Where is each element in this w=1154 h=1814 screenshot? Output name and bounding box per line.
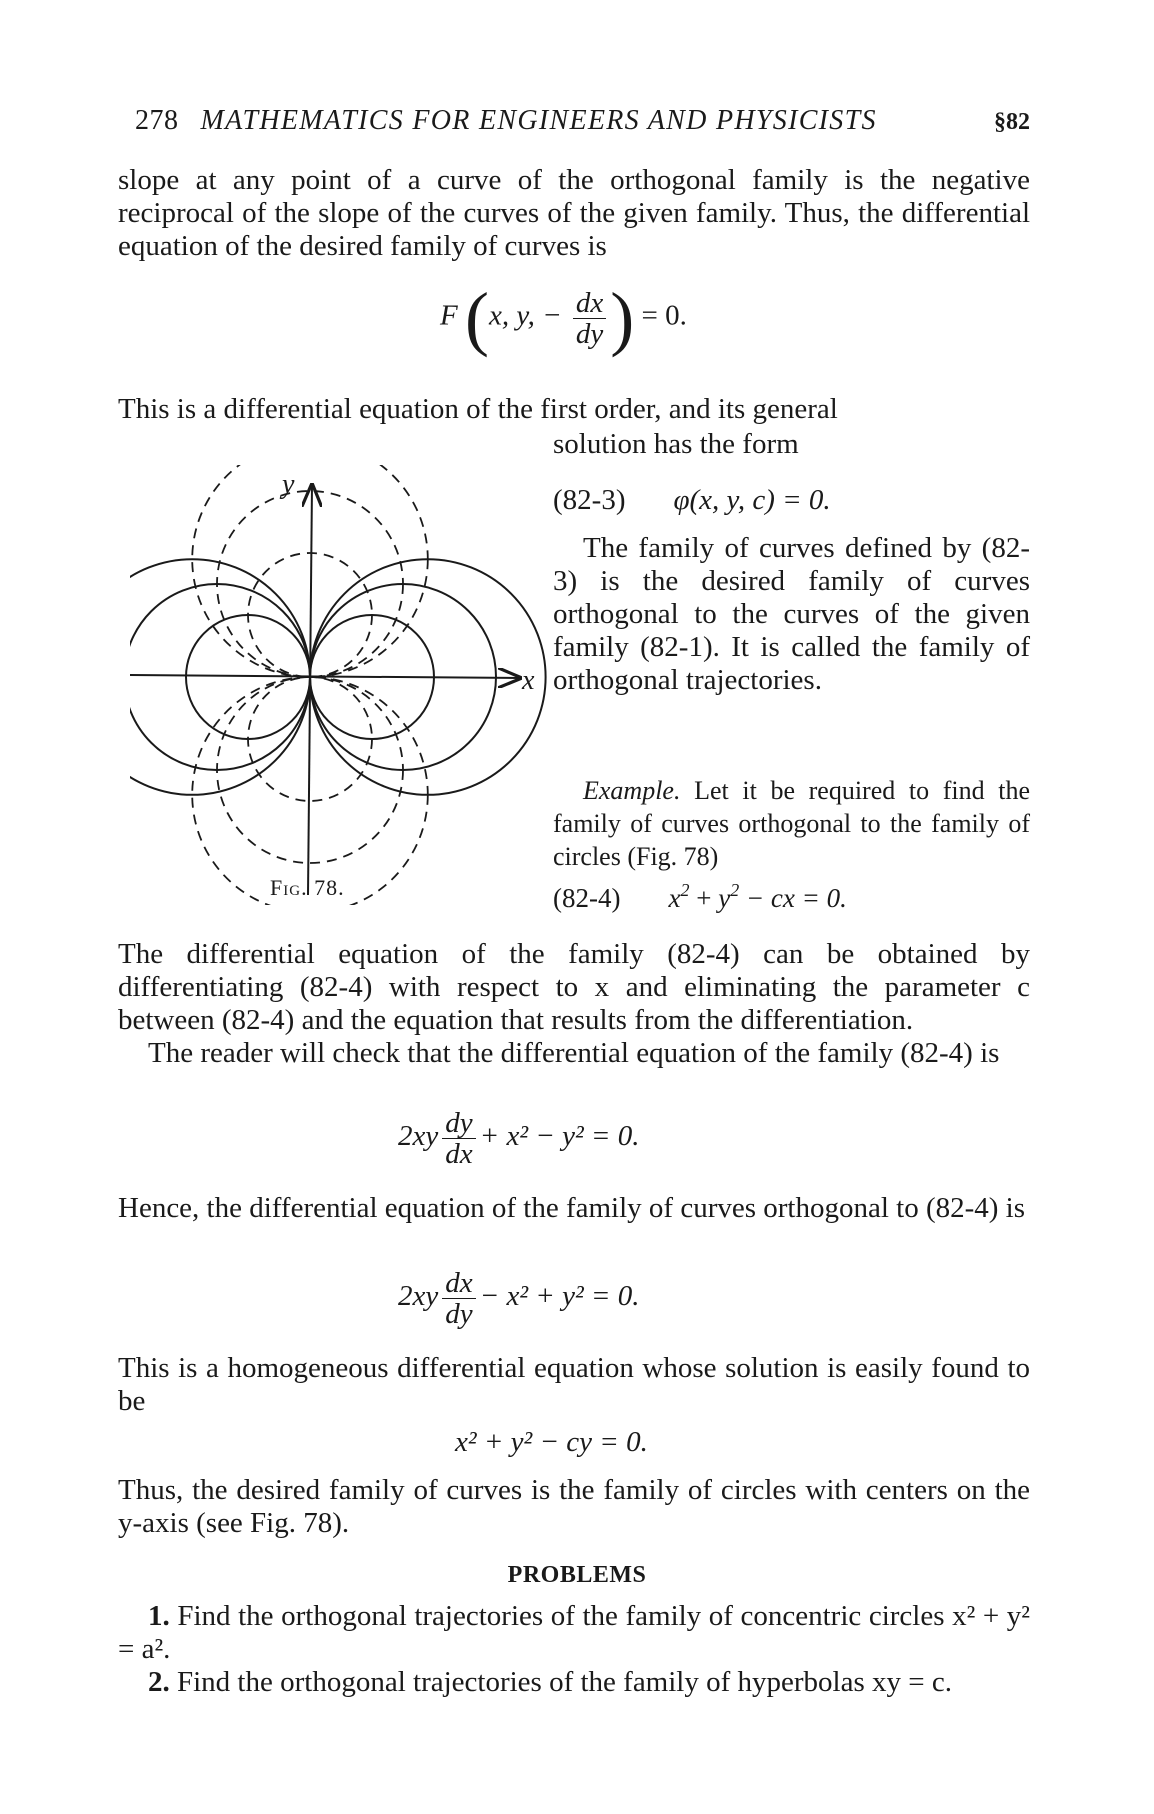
coefficient: 2xy <box>398 1120 439 1153</box>
hence-paragraph: Hence, the differential equation of the family of curves orthogonal to (82-4) is <box>118 1192 1026 1224</box>
equation-82-3 <box>553 484 831 517</box>
equation-F <box>440 278 687 358</box>
problems-heading: PROBLEMS <box>507 1562 647 1588</box>
problem-1 <box>118 1600 1030 1666</box>
x-axis-label: x <box>522 665 535 696</box>
page-number: 278 <box>135 105 179 136</box>
left-paren: ( <box>464 278 489 358</box>
equation-de-orthogonal <box>398 1268 639 1329</box>
problem-2 <box>118 1666 1030 1699</box>
figure-78 <box>130 465 560 905</box>
fraction-denominator: dy <box>575 317 604 350</box>
equation-rest: + x² − y² = 0. <box>479 1120 640 1153</box>
right-paren: ) <box>610 278 635 358</box>
fraction-dy-dx <box>442 1108 475 1169</box>
fraction-denominator: dx <box>445 1138 473 1170</box>
differentiation-paragraph: The differential equation of the family (82-4) can be obtained by differentiating (82-4) with respect to x and eliminating the parameter c between (82-4) and the equation that results from the differentiation. <box>118 938 1030 1036</box>
fraction-dx-dy <box>573 288 606 349</box>
equation-rest: − x² + y² = 0. <box>479 1280 640 1313</box>
example-label: Example. <box>583 776 681 805</box>
eq-F-args: x, y, − <box>488 299 562 332</box>
equation-label: (82-4) <box>553 883 621 913</box>
equation-solution: x² + y² − cy = 0. <box>455 1426 648 1458</box>
equation-de-given <box>398 1108 639 1169</box>
equation-82-4 <box>553 880 847 914</box>
first-order-line: This is a differential equation of the first order, and its general <box>118 393 838 425</box>
first-order-line-2: solution has the form <box>553 428 799 460</box>
fraction-numerator: dx <box>573 288 606 319</box>
fraction-dx-dy <box>442 1268 475 1329</box>
section-number: §82 <box>994 109 1030 135</box>
fraction-denominator: dy <box>445 1298 473 1330</box>
exp: 2 <box>680 880 690 900</box>
problem-text: Find the orthogonal trajectories of the family of concentric circles x² + y² = a². <box>118 1600 1030 1665</box>
coefficient: 2xy <box>398 1280 439 1313</box>
y-axis-label: y <box>282 469 295 500</box>
conclusion-paragraph: Thus, the desired family of curves is the family of circles with centers on the y-axis (see Fig. 78). <box>118 1474 1030 1539</box>
problem-number: 2. <box>148 1666 170 1698</box>
fraction-numerator: dy <box>442 1108 475 1139</box>
figure-78-diagram <box>130 465 560 905</box>
equation-expression: φ(x, y, c) = 0. <box>673 484 831 516</box>
figure-caption: Fig. 78. <box>270 875 345 900</box>
reader-paragraph: The reader will check that the differential equation of the family (82-4) is <box>148 1037 1000 1069</box>
var-x: x <box>668 883 681 913</box>
eq-F-rhs: = 0. <box>641 299 687 332</box>
running-title: MATHEMATICS FOR ENGINEERS AND PHYSICISTS <box>200 105 877 136</box>
eq-F-func: F <box>440 299 458 332</box>
example-text: Let it be required to find the family of curves orthogonal to the family of circles (Fig. 78) <box>553 776 1031 871</box>
problem-number: 1. <box>148 1600 170 1632</box>
plus-sign: + <box>696 883 712 913</box>
problem-text: Find the orthogonal trajectories of the family of hyperbolas xy = c. <box>177 1666 952 1698</box>
equation-label: (82-3) <box>553 484 626 516</box>
homogeneous-paragraph: This is a homogeneous differential equation whose solution is easily found to be <box>118 1352 1030 1417</box>
running-header <box>135 105 1030 145</box>
fraction-numerator: dx <box>442 1268 475 1299</box>
family-paragraph: The family of curves defined by (82-3) is the desired family of curves orthogonal to the curves of the given family (82-1). It is called the family of orthogonal trajectories. <box>553 532 1030 696</box>
equation-rest: − cx = 0. <box>745 883 847 913</box>
exp: 2 <box>730 880 740 900</box>
example-paragraph <box>553 774 1030 873</box>
intro-paragraph: slope at any point of a curve of the orthogonal family is the negative reciprocal of the slope of the curves of the given family. Thus, the differential equation of the desired family of curves is <box>118 164 1030 262</box>
var-y: y <box>718 883 731 913</box>
